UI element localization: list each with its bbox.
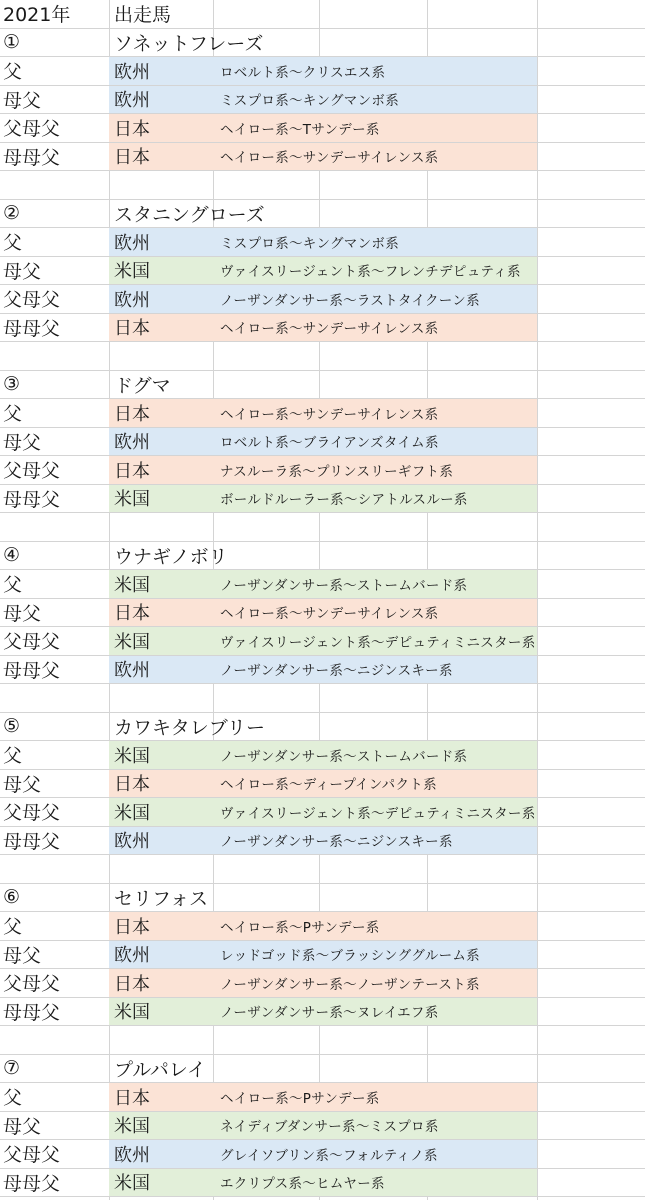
lineage-cell[interactable]: ミスプロ系〜キングマンボ系 — [220, 93, 399, 110]
lineage-cell[interactable]: ヘイロー系〜サンデーサイレンス系 — [220, 606, 439, 623]
lineage-cell[interactable]: ノーザンダンサー系〜ノーザンテースト系 — [220, 976, 480, 993]
role-cell[interactable]: 母父 — [3, 260, 42, 283]
region-cell[interactable]: 米国 — [114, 1173, 150, 1195]
horse-number-cell[interactable]: ① — [3, 31, 21, 54]
pedigree-row — [0, 485, 645, 514]
lineage-cell[interactable]: ヘイロー系〜ディープインパクト系 — [220, 777, 437, 794]
region-cell[interactable]: 米国 — [114, 1002, 150, 1024]
role-cell[interactable]: 母父 — [3, 431, 42, 454]
pedigree-row — [0, 570, 645, 599]
region-cell[interactable]: 米国 — [114, 489, 150, 511]
pedigree-row — [0, 798, 645, 827]
region-cell[interactable]: 欧州 — [114, 1144, 150, 1166]
region-cell[interactable]: 欧州 — [114, 289, 150, 311]
lineage-cell[interactable]: ネイディブダンサー系〜ミスプロ系 — [220, 1119, 439, 1136]
role-cell[interactable]: 父母父 — [3, 1144, 61, 1167]
pedigree-row — [0, 428, 645, 457]
region-cell[interactable]: 日本 — [114, 774, 150, 796]
lineage-cell[interactable]: ナスルーラ系〜プリンスリーギフト系 — [220, 463, 454, 480]
role-cell[interactable]: 母母父 — [3, 830, 61, 853]
lineage-cell[interactable]: ヘイロー系〜Pサンデー系 — [220, 919, 380, 936]
role-cell[interactable]: 父母父 — [3, 973, 61, 996]
role-cell[interactable]: 母母父 — [3, 1172, 61, 1195]
lineage-cell[interactable]: ボールドルーラー系〜シアトルスルー系 — [220, 492, 468, 509]
lineage-cell[interactable]: ヴァイスリージェント系〜フレンチデピュティ系 — [220, 264, 521, 281]
horse-header-row — [0, 200, 645, 229]
horse-number-cell[interactable]: ⑥ — [3, 886, 21, 909]
spacer-row — [0, 171, 645, 200]
pedigree-row — [0, 656, 645, 685]
role-cell[interactable]: 父母父 — [3, 631, 61, 654]
region-cell[interactable]: 欧州 — [114, 232, 150, 254]
year-cell[interactable]: 2021年 — [3, 4, 71, 27]
lineage-cell[interactable]: グレイソブリン系〜フォルティノ系 — [220, 1147, 438, 1164]
region-cell[interactable]: 日本 — [114, 1087, 150, 1109]
horse-name-cell[interactable]: カワキタレブリー — [114, 716, 266, 739]
region-cell[interactable]: 米国 — [114, 745, 150, 767]
pedigree-row — [0, 998, 645, 1027]
lineage-cell[interactable]: ノーザンダンサー系〜ストームバード系 — [220, 577, 468, 594]
role-cell[interactable]: 母母父 — [3, 1001, 61, 1024]
pedigree-row — [0, 1083, 645, 1112]
role-cell[interactable]: 父母父 — [3, 460, 61, 483]
role-cell[interactable]: 母母父 — [3, 317, 61, 340]
region-cell[interactable]: 欧州 — [114, 432, 150, 454]
role-cell[interactable]: 父 — [3, 916, 23, 939]
horse-header-row — [0, 713, 645, 742]
pedigree-row — [0, 86, 645, 115]
lineage-cell[interactable]: ヘイロー系〜サンデーサイレンス系 — [220, 321, 439, 338]
role-cell[interactable]: 母父 — [3, 602, 42, 625]
role-cell[interactable]: 母母父 — [3, 488, 61, 511]
pedigree-row — [0, 599, 645, 628]
lineage-cell[interactable]: ノーザンダンサー系〜ニジンスキー系 — [220, 663, 453, 680]
spacer-row — [0, 855, 645, 884]
horse-name-cell[interactable]: ウナギノボリ — [114, 545, 228, 568]
lineage-cell[interactable]: ヴァイスリージェント系〜デピュティミニスター系 — [220, 805, 536, 822]
lineage-cell[interactable]: ヘイロー系〜サンデーサイレンス系 — [220, 150, 439, 167]
horse-header-row — [0, 1055, 645, 1084]
region-cell[interactable]: 米国 — [114, 574, 150, 596]
pedigree-row — [0, 143, 645, 172]
lineage-cell[interactable]: ノーザンダンサー系〜ヌレイエフ系 — [220, 1005, 439, 1022]
role-cell[interactable]: 父 — [3, 61, 23, 84]
header-row — [0, 0, 645, 29]
horse-name-cell[interactable]: ソネットフレーズ — [114, 32, 264, 55]
horse-name-cell[interactable]: セリフォス — [114, 887, 209, 910]
role-cell[interactable]: 父 — [3, 403, 23, 426]
role-cell[interactable]: 父 — [3, 232, 23, 255]
horse-header-row — [0, 884, 645, 913]
spacer-row — [0, 684, 645, 713]
role-cell[interactable]: 父 — [3, 574, 23, 597]
horse-name-cell[interactable]: スタニングローズ — [114, 203, 265, 226]
lineage-cell[interactable]: ヘイロー系〜サンデーサイレンス系 — [220, 406, 439, 423]
horse-number-cell[interactable]: ③ — [3, 373, 21, 396]
region-cell[interactable]: 欧州 — [114, 90, 150, 112]
lineage-cell[interactable]: ミスプロ系〜キングマンボ系 — [220, 235, 399, 252]
pedigree-row — [0, 314, 645, 343]
region-cell[interactable]: 日本 — [114, 603, 150, 625]
region-cell[interactable]: 日本 — [114, 403, 150, 425]
pedigree-row — [0, 1112, 645, 1141]
lineage-cell[interactable]: レッドゴッド系〜ブラッシンググルーム系 — [220, 948, 480, 965]
pedigree-row — [0, 1140, 645, 1169]
pedigree-row — [0, 399, 645, 428]
horse-number-cell[interactable]: ④ — [3, 544, 21, 567]
region-cell[interactable]: 米国 — [114, 1116, 150, 1138]
pedigree-row — [0, 969, 645, 998]
region-cell[interactable]: 日本 — [114, 916, 150, 938]
pedigree-row — [0, 285, 645, 314]
role-cell[interactable]: 父母父 — [3, 802, 61, 825]
region-cell[interactable]: 米国 — [114, 261, 150, 283]
pedigree-row — [0, 257, 645, 286]
lineage-cell[interactable]: ノーザンダンサー系〜ニジンスキー系 — [220, 834, 453, 851]
region-cell[interactable]: 米国 — [114, 631, 150, 653]
lineage-cell[interactable]: ロベルト系〜クリスエス系 — [220, 64, 386, 81]
pedigree-row — [0, 57, 645, 86]
region-cell[interactable]: 欧州 — [114, 831, 150, 853]
pedigree-row — [0, 912, 645, 941]
spacer-row — [0, 513, 645, 542]
lineage-cell[interactable]: ノーザンダンサー系〜ストームバード系 — [220, 748, 468, 765]
horse-name-cell[interactable]: プルパレイ — [114, 1058, 206, 1081]
role-cell[interactable]: 母父 — [3, 1115, 42, 1138]
region-cell[interactable]: 欧州 — [114, 660, 150, 682]
role-cell[interactable]: 母母父 — [3, 659, 61, 682]
pedigree-row — [0, 627, 645, 656]
pedigree-row — [0, 770, 645, 799]
horse-number-cell[interactable]: ⑦ — [3, 1057, 21, 1080]
region-cell[interactable]: 日本 — [114, 147, 150, 169]
horses-header-cell[interactable]: 出走馬 — [114, 4, 172, 27]
region-cell[interactable]: 日本 — [114, 318, 150, 340]
region-cell[interactable]: 日本 — [114, 118, 150, 140]
pedigree-row — [0, 114, 645, 143]
lineage-cell[interactable]: エクリプス系〜ヒムヤー系 — [220, 1176, 385, 1193]
pedigree-row — [0, 941, 645, 970]
region-cell[interactable]: 米国 — [114, 802, 150, 824]
role-cell[interactable]: 父母父 — [3, 289, 61, 312]
role-cell[interactable]: 母父 — [3, 773, 42, 796]
pedigree-row — [0, 741, 645, 770]
pedigree-row — [0, 456, 645, 485]
pedigree-row — [0, 827, 645, 856]
region-cell[interactable]: 欧州 — [114, 61, 150, 83]
pedigree-row — [0, 228, 645, 257]
horse-header-row — [0, 542, 645, 571]
role-cell[interactable]: 母父 — [3, 944, 42, 967]
role-cell[interactable]: 父 — [3, 745, 23, 768]
region-cell[interactable]: 欧州 — [114, 945, 150, 967]
horse-number-cell[interactable]: ⑤ — [3, 715, 21, 738]
lineage-cell[interactable]: ヘイロー系〜Tサンデー系 — [220, 121, 380, 138]
spacer-row — [0, 1026, 645, 1055]
spacer-row — [0, 342, 645, 371]
horse-number-cell[interactable]: ② — [3, 202, 21, 225]
region-cell[interactable]: 日本 — [114, 973, 150, 995]
role-cell[interactable]: 父 — [3, 1087, 23, 1110]
lineage-cell[interactable]: ヴァイスリージェント系〜デピュティミニスター系 — [220, 634, 536, 651]
horse-name-cell[interactable]: ドグマ — [114, 374, 171, 397]
pedigree-row — [0, 1169, 645, 1198]
role-cell[interactable]: 母母父 — [3, 146, 61, 169]
lineage-cell[interactable]: ロベルト系〜ブライアンズタイム系 — [220, 435, 439, 452]
horse-header-row — [0, 371, 645, 400]
lineage-cell[interactable]: ノーザンダンサー系〜ラストタイクーン系 — [220, 292, 480, 309]
role-cell[interactable]: 父母父 — [3, 118, 61, 141]
horse-header-row — [0, 29, 645, 58]
role-cell[interactable]: 母父 — [3, 89, 42, 112]
lineage-cell[interactable]: ヘイロー系〜Pサンデー系 — [220, 1090, 380, 1107]
region-cell[interactable]: 日本 — [114, 460, 150, 482]
